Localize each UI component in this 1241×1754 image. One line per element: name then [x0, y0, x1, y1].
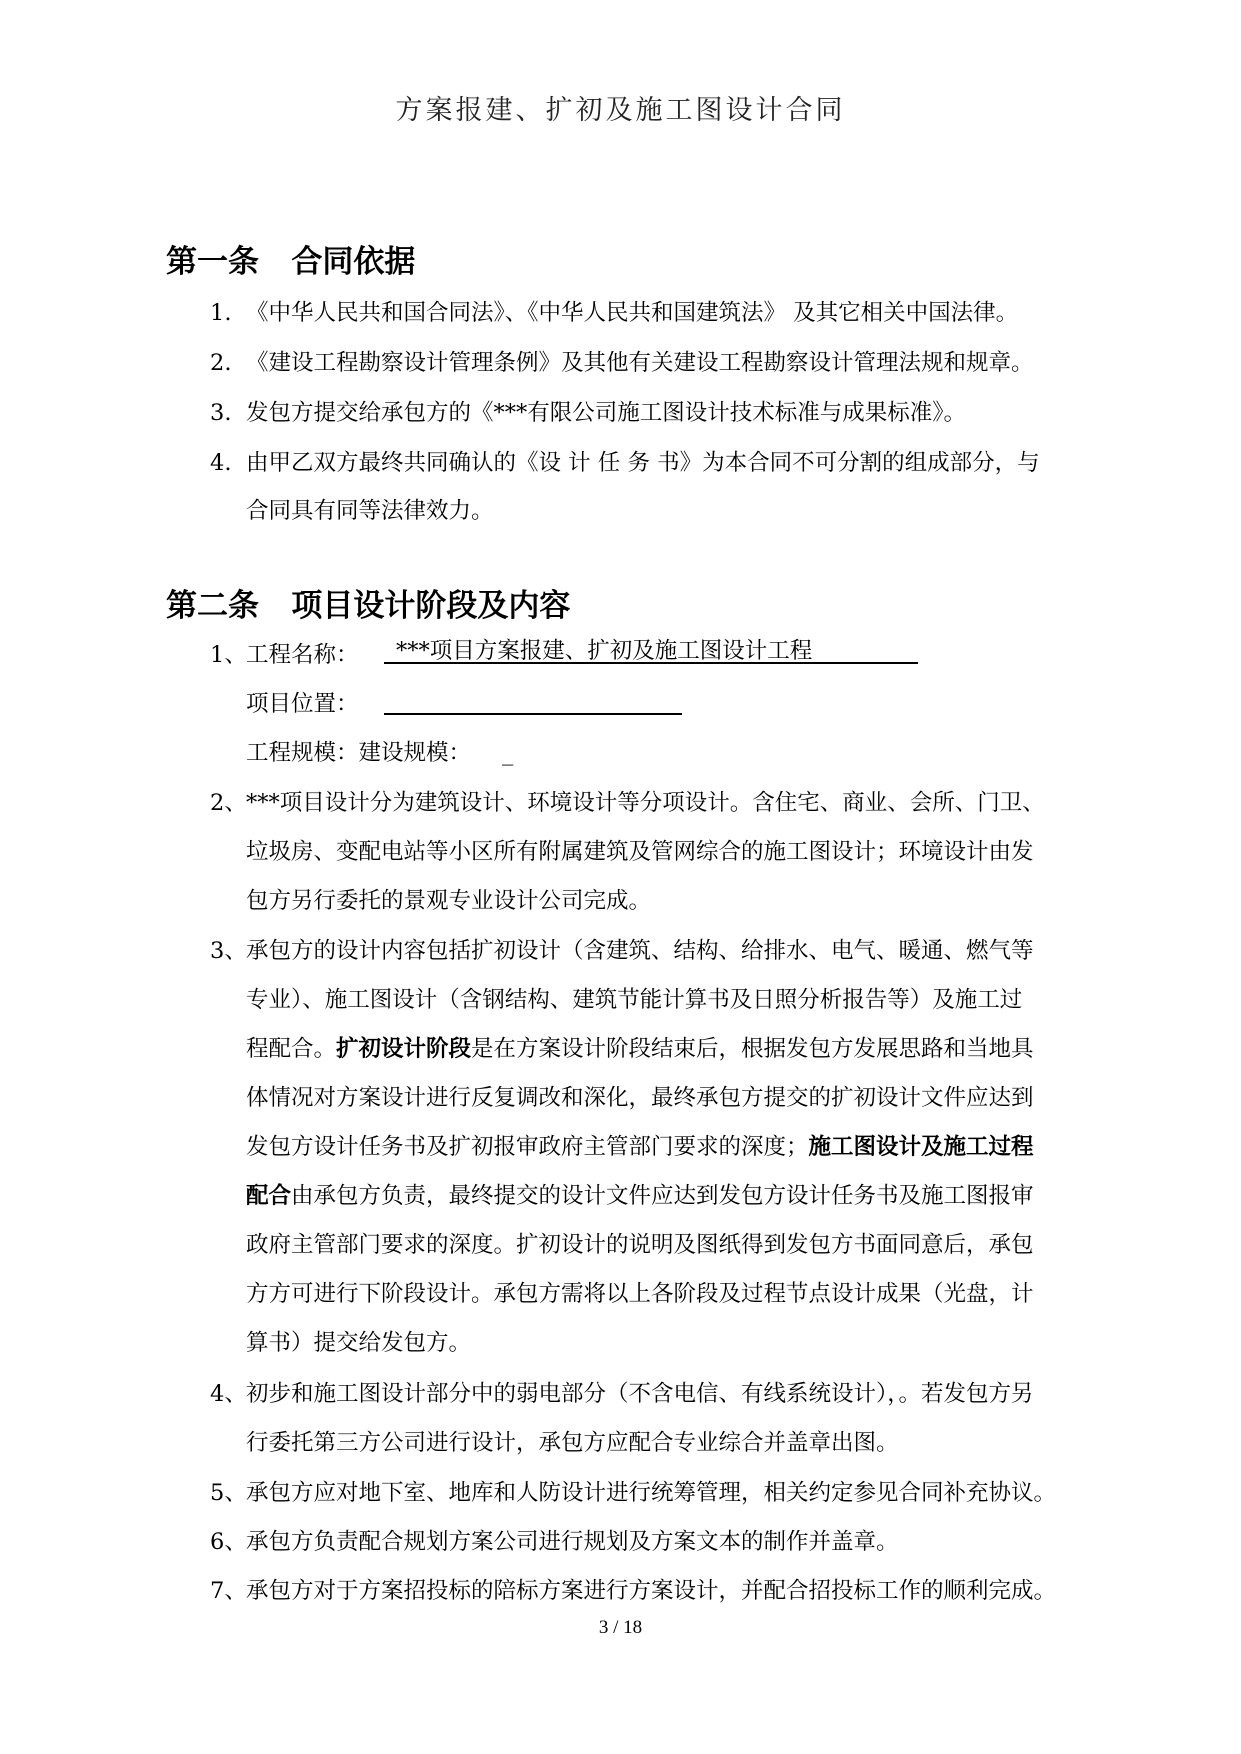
- list-item-continuation: [246, 1038, 1034, 1061]
- bold-term: 配合: [246, 1183, 292, 1209]
- list-item-continuation: 合同具有同等法律效力。: [246, 498, 494, 524]
- list-item-continuation: [246, 1136, 1034, 1159]
- project-location-field: [384, 689, 682, 715]
- list-number: 1.: [210, 300, 232, 326]
- list-number: 6、: [210, 1529, 247, 1555]
- list-item: 承包方的设计内容包括扩初设计（含建筑、结构、给排水、电气、暖通、燃气等: [246, 938, 1034, 964]
- list-item-continuation: 行委托第三方公司进行设计，承包方应配合专业综合并盖章出图。: [246, 1430, 899, 1456]
- text-segment: 是在方案设计阶段结束后，根据发包方发展思路和当地具: [471, 1036, 1034, 1062]
- project-scale-value: _: [502, 740, 514, 766]
- list-item-continuation: 算书）提交给发包方。: [246, 1330, 472, 1356]
- project-location-label: 项目位置：: [246, 691, 359, 717]
- text-segment: 程配合。: [246, 1036, 337, 1062]
- list-item-continuation: 垃圾房、变配电站等小区所有附属建筑及管网综合的施工图设计；环境设计由发: [246, 839, 1034, 865]
- article-1-title: 第一条 合同依据: [166, 244, 416, 280]
- list-item-continuation: 政府主管部门要求的深度。扩初设计的说明及图纸得到发包方书面同意后，承包: [246, 1232, 1034, 1258]
- list-item-continuation: 体情况对方案设计进行反复调改和深化，最终承包方提交的扩初设计文件应达到: [246, 1085, 1034, 1111]
- list-number: 1、: [210, 642, 247, 668]
- page-number: 3 / 18: [598, 1617, 643, 1638]
- list-number: 2.: [210, 350, 232, 376]
- document-header: 方案报建、扩初及施工图设计合同: [395, 95, 846, 126]
- list-item: 承包方对于方案招投标的陪标方案进行方案设计，并配合招投标工作的顺利完成。: [246, 1578, 1057, 1604]
- list-item-continuation: 方方可进行下阶段设计。承包方需将以上各阶段及过程节点设计成果（光盘，计: [246, 1281, 1034, 1307]
- project-name-field: ***项目方案报建、扩初及施工图设计工程: [384, 640, 918, 664]
- list-number: 7、: [210, 1578, 247, 1604]
- list-item-continuation: [246, 1185, 1034, 1208]
- project-scale-label: 工程规模：建设规模：: [246, 740, 472, 766]
- list-item-continuation: 专业）、施工图设计（含钢结构、建筑节能计算书及日照分析报告等）及施工过: [246, 987, 1023, 1013]
- list-item: 承包方应对地下室、地库和人防设计进行统筹管理，相关约定参见合同补充协议。: [246, 1480, 1057, 1506]
- project-name-label: 工程名称：: [246, 642, 359, 668]
- list-item: 初步和施工图设计部分中的弱电部分（不含电信、有线系统设计），。若发包方另: [246, 1381, 1034, 1407]
- list-item: 《中华人民共和国合同法》、《中华人民共和国建筑法》 及其它相关中国法律。: [246, 300, 1019, 326]
- list-item-continuation: 包方另行委托的景观专业设计公司完成。: [246, 888, 652, 914]
- list-item: 发包方提交给承包方的《***有限公司施工图设计技术标准与成果标准》。: [246, 400, 967, 426]
- text-segment: 发包方设计任务书及扩初报审政府主管部门要求的深度；: [246, 1134, 809, 1160]
- list-item: ***项目设计分为建筑设计、环境设计等分项设计。含住宅、商业、会所、门卫、: [246, 790, 1045, 816]
- bold-term: 施工图设计及施工过程: [808, 1134, 1034, 1160]
- list-number: 4、: [210, 1381, 247, 1407]
- bold-term: 扩初设计阶段: [336, 1036, 472, 1062]
- list-number: 2、: [210, 790, 247, 816]
- text-segment: 由承包方负责，最终提交的设计文件应达到发包方设计任务书及施工图报审: [291, 1183, 1034, 1209]
- list-number: 5、: [210, 1480, 247, 1506]
- list-item: 承包方负责配合规划方案公司进行规划及方案文本的制作并盖章。: [246, 1529, 899, 1555]
- list-item: 由甲乙双方最终共同确认的《设 计 任 务 书》为本合同不可分割的组成部分，与: [246, 450, 1040, 476]
- list-number: 3、: [210, 938, 247, 964]
- list-number: 3.: [210, 400, 232, 426]
- list-number: 4.: [210, 450, 232, 476]
- list-item: 《建设工程勘察设计管理条例》及其他有关建设工程勘察设计管理法规和规章。: [246, 350, 1034, 376]
- article-2-title: 第二条 项目设计阶段及内容: [166, 588, 571, 624]
